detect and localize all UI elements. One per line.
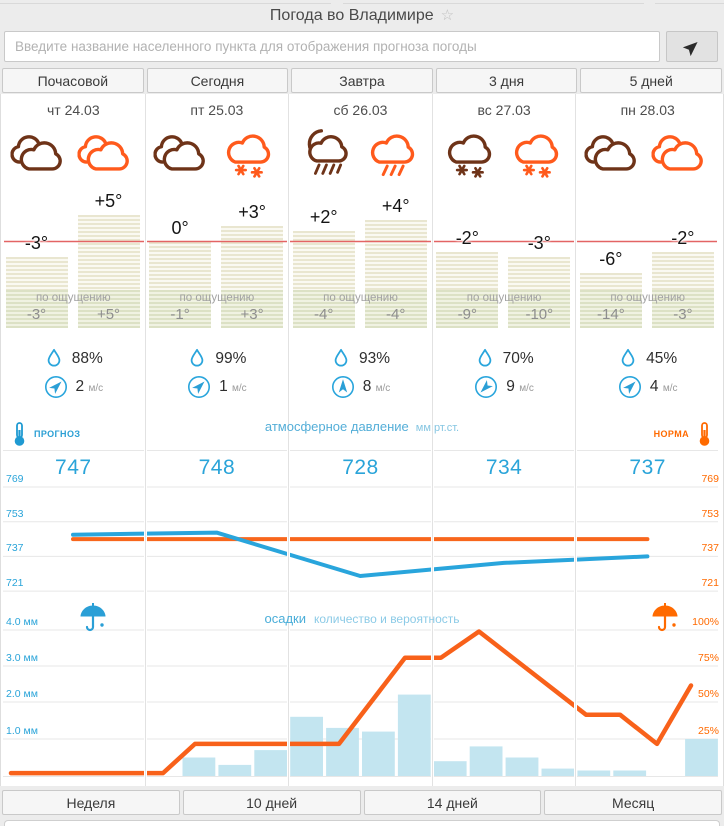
precip-tick-right: 100% xyxy=(692,616,719,628)
day-date: пн 28.03 xyxy=(620,102,675,118)
thermometer-icon xyxy=(7,421,31,447)
clouds-night-icon xyxy=(152,128,214,178)
page-title: Погода во Владимире xyxy=(269,7,434,24)
precip-subtitle-text: количество и вероятность xyxy=(313,612,460,626)
feels-value-night: -9° xyxy=(457,306,477,323)
day-icons xyxy=(432,126,576,180)
day-icons xyxy=(2,126,146,180)
feels-value-night: -1° xyxy=(170,306,190,323)
humidity-drop-icon xyxy=(475,347,495,371)
temp-label-night: +2° xyxy=(309,206,338,227)
precip-bars xyxy=(183,695,718,776)
pressure-tick-right: 737 xyxy=(701,542,719,555)
column-separator xyxy=(287,94,290,786)
precip-tick-right: 50% xyxy=(697,688,719,700)
feels-value-day: -10° xyxy=(525,306,554,323)
column-separator xyxy=(144,94,147,786)
humidity-row xyxy=(576,346,720,372)
pressure-tick-left: 737 xyxy=(6,542,24,555)
humidity-value: 93% xyxy=(358,350,390,367)
pressure-value: 748 xyxy=(198,456,236,479)
wind-unit: м/с xyxy=(662,383,678,394)
humidity-row xyxy=(289,346,433,372)
search-row xyxy=(0,31,724,63)
cloud-snow-day-icon xyxy=(507,128,569,178)
tab-week[interactable]: Неделя xyxy=(2,790,180,815)
humidity-drop-icon xyxy=(331,347,351,371)
humidity-row xyxy=(432,346,576,372)
feels-label: по ощущению xyxy=(323,292,398,304)
pressure-tick-left: 769 xyxy=(6,473,24,485)
column-separator xyxy=(431,94,434,786)
humidity-drop-icon xyxy=(44,347,64,371)
header xyxy=(0,6,724,30)
precip-tick-right: 25% xyxy=(697,725,719,737)
pressure-value: 737 xyxy=(629,456,666,479)
wind-direction-icon xyxy=(44,375,68,399)
pressure-forecast-legend: ПРОГНОЗ xyxy=(7,421,80,447)
wind-unit: м/с xyxy=(519,383,534,394)
humidity-drop-icon xyxy=(187,347,207,371)
temp-label-night: -6° xyxy=(599,249,623,270)
humidity-row xyxy=(145,346,289,372)
wind-row xyxy=(145,374,289,400)
pressure-title-text: атмосферное давление xyxy=(264,419,409,434)
feels-label: по ощущению xyxy=(35,292,111,304)
pressure-value: 734 xyxy=(485,456,523,479)
feels-label: по ощущению xyxy=(179,292,255,304)
clouds-night-icon xyxy=(9,128,71,178)
geolocation-button[interactable] xyxy=(666,31,718,62)
tab-today[interactable]: Сегодня xyxy=(147,68,289,93)
favorite-star-icon[interactable]: ☆ xyxy=(440,7,455,24)
pressure-tick-left: 753 xyxy=(6,507,24,520)
wind-row xyxy=(2,374,146,400)
humidity-value: 88% xyxy=(71,350,103,367)
feels-value-night: -14° xyxy=(597,306,625,323)
precip-tick-left: 4.0 мм xyxy=(6,616,38,628)
wind-unit: м/с xyxy=(375,383,391,394)
pressure-section-title xyxy=(1,419,723,434)
feels-value-day: -4° xyxy=(386,306,406,323)
day-icons xyxy=(576,126,720,180)
temp-label-day: +4° xyxy=(381,196,410,217)
wind-unit: м/с xyxy=(232,383,247,394)
wind-value: 8 м/с xyxy=(362,378,391,395)
temp-label-day: +5° xyxy=(94,191,123,211)
pressure-value: 747 xyxy=(55,456,92,479)
temp-label-night: -2° xyxy=(455,228,479,249)
wind-value: 9 м/с xyxy=(506,378,534,395)
humidity-value: 45% xyxy=(646,350,678,367)
day-icons xyxy=(145,126,289,180)
day-date: чт 24.03 xyxy=(46,102,100,118)
clouds-day-icon xyxy=(76,128,138,178)
range-tabs xyxy=(0,790,724,815)
temp-label-day: +3° xyxy=(238,201,266,222)
moon-cloud-rain-night-icon xyxy=(296,128,358,178)
wind-value: 1 м/с xyxy=(219,378,247,395)
temp-label-day: -2° xyxy=(671,228,695,249)
feels-label: по ощущению xyxy=(610,292,686,304)
wind-direction-icon xyxy=(331,375,355,399)
tab-tomorrow[interactable]: Завтра xyxy=(291,68,433,93)
thermometer-icon xyxy=(692,421,716,447)
pressure-value: 728 xyxy=(342,456,379,479)
temp-label-night: 0° xyxy=(171,217,189,238)
feels-value-night: -3° xyxy=(26,306,47,323)
feels-value-day: -3° xyxy=(673,306,693,323)
column-separator xyxy=(574,94,577,786)
humidity-value: 99% xyxy=(215,350,247,367)
temp-label-night: -3° xyxy=(24,233,49,254)
wind-row xyxy=(289,374,433,400)
clouds-day-icon xyxy=(650,128,712,178)
wind-value: 4 м/с xyxy=(649,378,678,395)
bottom-sliver xyxy=(4,820,720,826)
wind-row xyxy=(432,374,576,400)
cloud-snow-night-icon xyxy=(440,128,502,178)
clouds-night-icon xyxy=(583,128,645,178)
period-tabs xyxy=(0,68,724,93)
pressure-tick-right: 721 xyxy=(701,577,719,590)
day-icons xyxy=(289,126,433,180)
feels-value-night: -4° xyxy=(314,306,334,323)
pressure-tick-right: 753 xyxy=(701,507,719,520)
precip-section-title xyxy=(1,611,723,626)
pressure-unit-text: мм рт.ст. xyxy=(415,422,460,434)
pressure-tick-right: 769 xyxy=(701,473,719,485)
search-input[interactable] xyxy=(4,31,660,62)
cloud-snow-day-icon xyxy=(219,128,281,178)
pressure-forecast-line xyxy=(73,533,647,576)
feels-value-day: +5° xyxy=(96,306,121,323)
geolocation-arrow-icon xyxy=(682,37,702,57)
precip-tick-left: 2.0 мм xyxy=(6,688,38,700)
tab-3days[interactable]: 3 дня xyxy=(436,68,578,93)
forecast-panel xyxy=(0,94,724,786)
cloud-rain-day-icon xyxy=(363,128,425,178)
pressure-norm-legend: НОРМА xyxy=(654,421,716,447)
tab-hourly[interactable]: Почасовой xyxy=(2,68,144,93)
feels-label: по ощущению xyxy=(466,292,542,304)
humidity-value: 70% xyxy=(502,350,534,367)
humidity-row xyxy=(2,346,146,372)
day-date: вс 27.03 xyxy=(477,102,531,118)
day-date: сб 26.03 xyxy=(333,102,388,118)
humidity-drop-icon xyxy=(618,347,638,371)
precip-tick-right: 75% xyxy=(697,652,719,664)
feels-value-day: +3° xyxy=(240,306,264,323)
temp-label-day: -3° xyxy=(527,233,551,254)
wind-value: 2 м/с xyxy=(75,378,104,395)
top-sliver xyxy=(0,0,724,5)
precip-probability-line xyxy=(11,632,691,774)
precip-tick-left: 1.0 мм xyxy=(6,725,38,737)
wind-direction-icon xyxy=(618,375,642,399)
wind-direction-icon xyxy=(187,375,211,399)
umbrella-icon xyxy=(77,602,109,634)
day-date: пт 25.03 xyxy=(190,102,244,118)
tab-5days[interactable]: 5 дней xyxy=(580,68,722,93)
precip-title-text: осадки xyxy=(264,611,306,626)
pressure-tick-left: 721 xyxy=(6,577,24,590)
precip-tick-left: 3.0 мм xyxy=(6,652,38,664)
tab-month[interactable]: Месяц xyxy=(544,790,722,815)
wind-unit: м/с xyxy=(88,383,104,394)
wind-direction-icon xyxy=(474,375,498,399)
tab-14days[interactable]: 14 дней xyxy=(364,790,542,815)
wind-row xyxy=(576,374,720,400)
tab-10days[interactable]: 10 дней xyxy=(183,790,361,815)
